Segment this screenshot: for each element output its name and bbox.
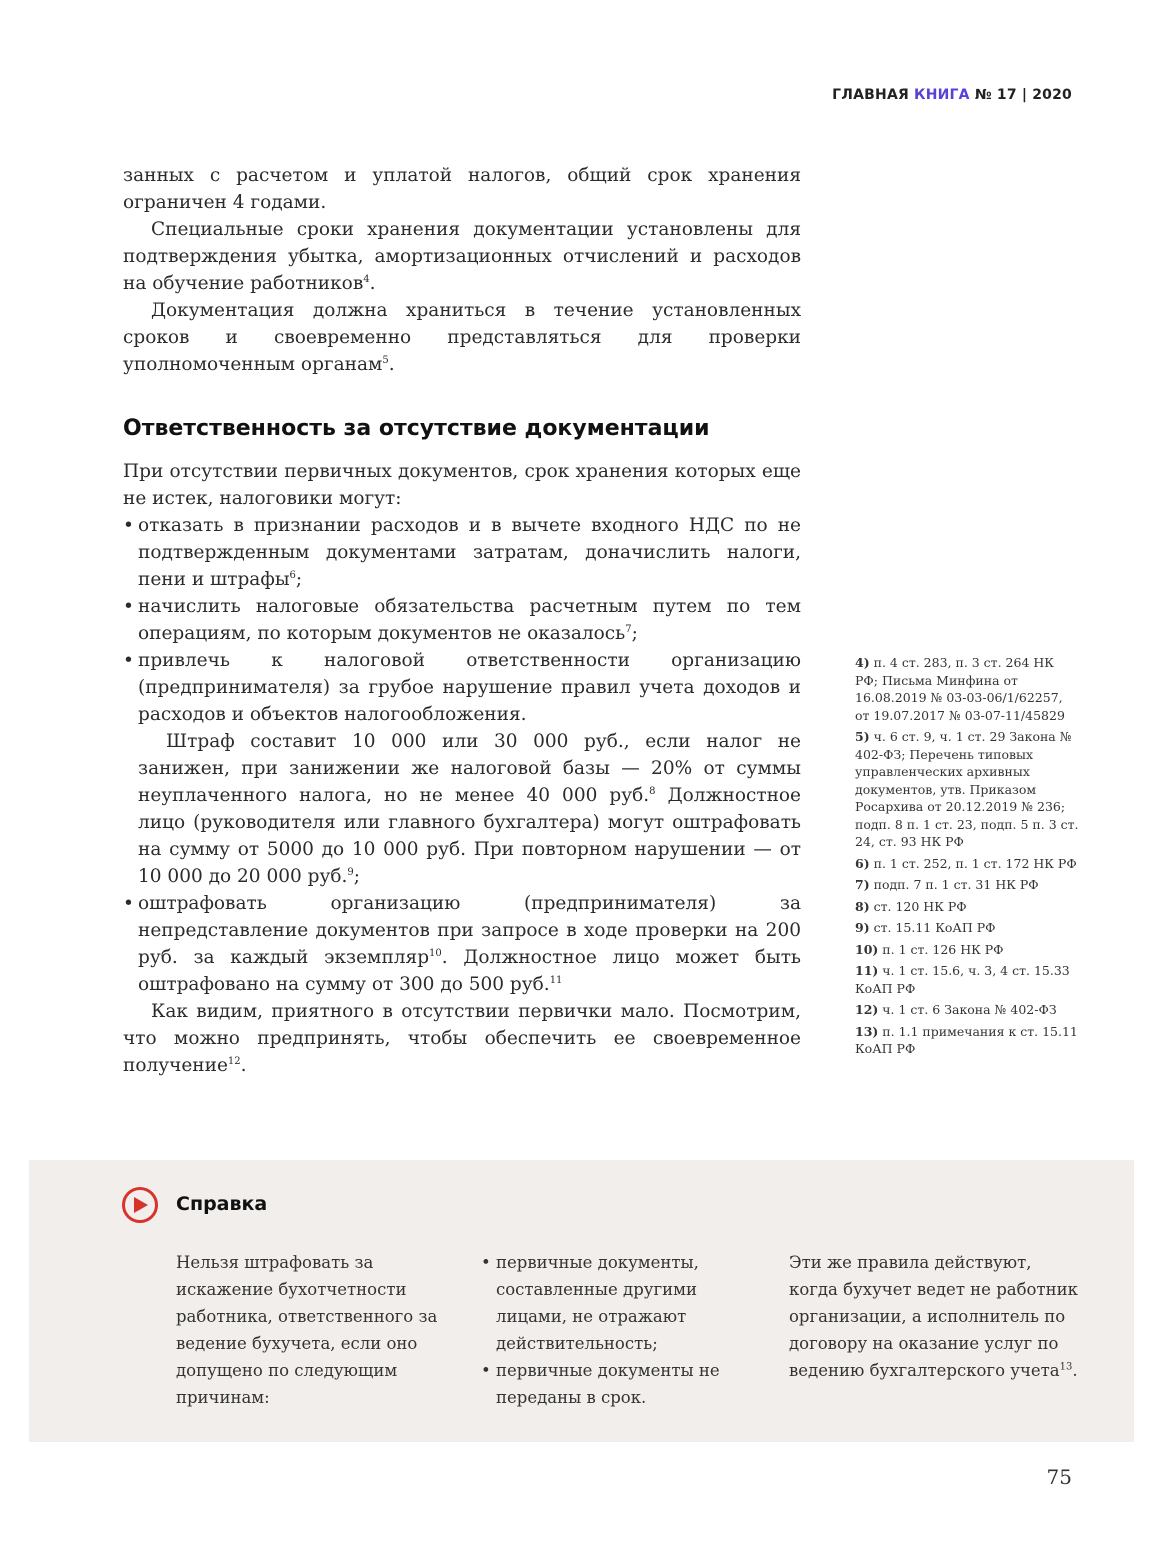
sidebar-footnotes	[855, 654, 1080, 1062]
reference-column-3: Эти же правила действуют, когда бухучет ведет не работник организации, а исполнитель по договору на оказание услуг по ведению бухгалтерского учета$^{13}$.	[789, 1253, 1078, 1380]
list-item: • первичные документы не переданы в срок.	[481, 1357, 741, 1411]
brand-main: ГЛАВНАЯ	[832, 87, 909, 103]
list-item: • начислить налоговые обязательства расчетным путем по тем операциям, по которым документов не оказалось$^7$;	[123, 593, 801, 647]
main-article	[123, 162, 801, 1079]
footnote-ref[interactable]: 8	[649, 785, 656, 797]
footnote-ref[interactable]: 6	[289, 569, 296, 581]
magazine-header	[832, 87, 1072, 103]
footnote-ref[interactable]: 11	[549, 974, 563, 986]
footnote-ref[interactable]: 7	[625, 623, 632, 635]
perforated-edge	[29, 1158, 1134, 1162]
issue-number: № 17 | 2020	[974, 87, 1072, 103]
footnote-ref[interactable]: 9	[347, 866, 354, 878]
paragraph-5: Как видим, приятного в отсутствии первички мало. Посмотрим, что можно предпринять, чтобы обеспечить ее своевременное получение$^{12}$.	[123, 1001, 801, 1076]
footnote: 9) ст. 15.11 КоАП РФ	[855, 920, 996, 935]
footnote-ref[interactable]: 4	[363, 273, 370, 285]
footnote-ref[interactable]: 5	[382, 354, 389, 366]
paragraph-4: При отсутствии первичных документов, срок хранения которых еще не истек, налоговики могут:	[123, 461, 801, 509]
section-heading: Ответственность за отсутствие документации	[123, 416, 710, 441]
list-item: • отказать в признании расходов и в вычете входного НДС по не подтвержденным документами затратам, доначислить налоги, пени и штрафы$^6$;	[123, 512, 801, 593]
footnote: 13) п. 1.1 примечания к ст. 15.11 КоАП РФ	[855, 1023, 1078, 1056]
footnote: 11) ч. 1 ст. 15.6, ч. 3, 4 ст. 15.33 КоАП РФ	[855, 963, 1070, 996]
footnote: 5) ч. 6 ст. 9, ч. 1 ст. 29 Закона № 402-ФЗ; Перечень типовых управленческих архивных документов, утв. Приказом Росархива от 20.12.2019 № 236; подп. 8 п. 1 ст. 23, подп. 5 п. 3 ст. 24, ст. 93 НК РФ	[855, 729, 1079, 849]
fine-details: Штраф составит 10 000 или 30 000 руб., если налог не занижен, при занижении же налоговой базы — 20% от суммы неуплаченного налога, но не менее 40 000 руб.$^8$ Должностное лицо (руководителя или главного бухгалтера) могут оштрафовать на сумму от 5000 до 10 000 руб. При повторном нарушении — от 10 000 до 20 000 руб.$^9$;	[138, 731, 802, 887]
list-item: • привлечь к налоговой ответственности организацию (предпринимателя) за грубое нарушение правил учета доходов и расходов и объектов налогообложения. Штраф составит 10 000 или 30 000 руб., если налог не занижен, при занижении же налоговой базы — 20% от суммы неуплаченного налога, но не менее 40 000 руб.$^8$ Должностное лицо (руководителя или главного бухгалтера) могут оштрафовать на сумму от 5000 до 10 000 руб. При повторном нарушении — от 10 000 до 20 000 руб.$^9$;	[123, 647, 801, 890]
play-circle-icon	[122, 1187, 158, 1223]
footnote: 6) п. 1 ст. 252, п. 1 ст. 172 НК РФ	[855, 855, 1077, 871]
reference-box	[29, 1160, 1134, 1442]
reference-column-1: Нельзя штрафовать за искажение бухотчетности работника, ответственного за ведение бухучета, если оно допущено по следующим причинам:	[176, 1253, 438, 1407]
list-item: • первичные документы, составленные другими лицами, не отражают действительность;	[481, 1249, 741, 1357]
footnote: 8) ст. 120 НК РФ	[855, 898, 967, 914]
consequences-list	[123, 512, 801, 998]
reference-column-2	[481, 1249, 741, 1411]
paragraph-1: занных с расчетом и уплатой налогов, общий срок хранения ограничен 4 годами.	[123, 165, 801, 213]
list-item: • оштрафовать организацию (предпринимателя) за непредставление документов при запросе в ходе проверки на 200 руб. за каждый экземпляр$^{10}$. Должностное лицо может быть оштрафовано на сумму от 300 до 500 руб.$^{11}$	[123, 890, 801, 998]
footnote-ref[interactable]: 13	[1059, 1361, 1073, 1373]
brand-accent: КНИГА	[914, 87, 970, 103]
paragraph-3: Документация должна храниться в течение установленных сроков и своевременно представляться для проверки уполномоченным органам$^5$.	[123, 300, 801, 375]
footnote-ref[interactable]: 10	[429, 947, 442, 959]
footnote: 12) ч. 1 ст. 6 Закона № 402-ФЗ	[855, 1002, 1057, 1017]
paragraph-2: Специальные сроки хранения документации установлены для подтверждения убытка, амортизационных отчислений и расходов на обучение работников$^4$.	[123, 219, 801, 294]
reference-list	[481, 1249, 741, 1411]
page-number: 75	[1046, 1465, 1072, 1489]
footnote: 7) подп. 7 п. 1 ст. 31 НК РФ	[855, 877, 1039, 892]
footnote: 10) п. 1 ст. 126 НК РФ	[855, 941, 1004, 957]
footnote: 4) п. 4 ст. 283, п. 3 ст. 264 НК РФ; Письма Минфина от 16.08.2019 № 03-03-06/1/62257, от 19.07.2017 № 03-07-11/45829	[855, 655, 1065, 723]
footnote-ref[interactable]: 12	[227, 1055, 241, 1067]
reference-title: Справка	[176, 1193, 268, 1215]
